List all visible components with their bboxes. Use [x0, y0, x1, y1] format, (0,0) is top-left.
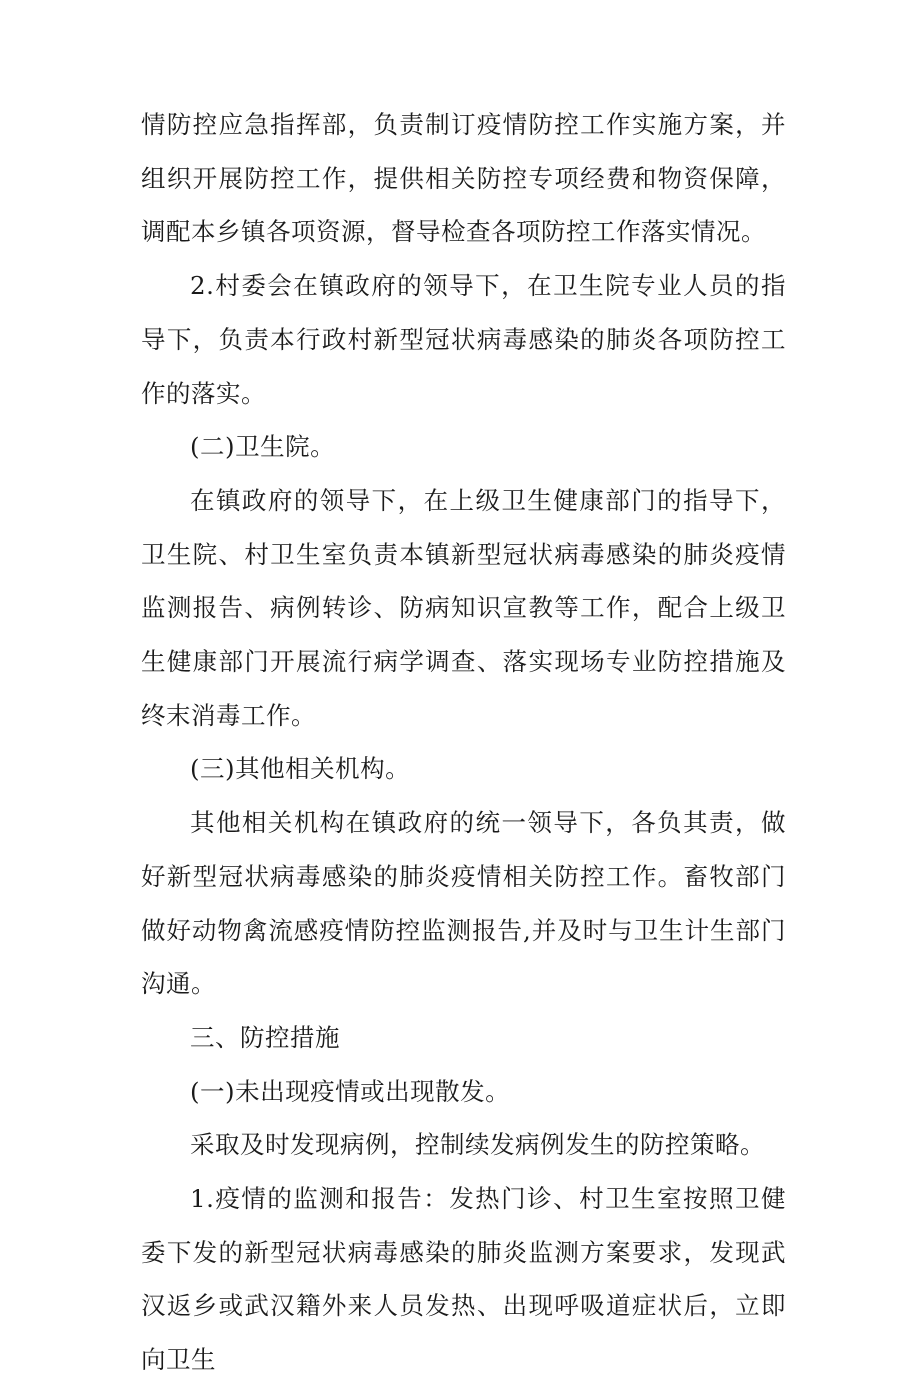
document-body: [141, 98, 786, 1387]
heading-prevention-measures: 三、防控措施: [190, 1022, 340, 1052]
paragraph-monitoring-reporting: 1.疫情的监测和报告：发热门诊、村卫生室按照卫健委下发的新型冠状病毒感染的肺炎监测方案要求，发现武汉返乡或武汉籍外来人员发热、出现呼吸道症状后，立即向卫生: [141, 1184, 786, 1375]
heading-other-institutions: (三)其他相关机构。: [190, 754, 411, 784]
paragraph-strategy: 采取及时发现病例，控制续发病例发生的防控策略。: [190, 1130, 765, 1160]
heading-health-center: (二)卫生院。: [190, 432, 336, 462]
paragraph-other-institutions-duties: 其他相关机构在镇政府的统一领导下，各负其责，做好新型冠状病毒感染的肺炎疫情相关防控工作。畜牧部门做好动物禽流感疫情防控监测报告,并及时与卫生计生部门沟通。: [141, 808, 786, 999]
paragraph-village-committee: 2.村委会在镇政府的领导下，在卫生院专业人员的指导下，负责本行政村新型冠状病毒感染的肺炎各项防控工作的落实。: [141, 271, 786, 408]
paragraph-command-duties: 情防控应急指挥部，负责制订疫情防控工作实施方案，并组织开展防控工作，提供相关防控专项经费和物资保障，调配本乡镇各项资源，督导检查各项防控工作落实情况。: [141, 110, 786, 247]
heading-no-outbreak: (一)未出现疫情或出现散发。: [190, 1076, 511, 1106]
paragraph-health-center-duties: 在镇政府的领导下，在上级卫生健康部门的指导下，卫生院、村卫生室负责本镇新型冠状病毒感染的肺炎疫情监测报告、病例转诊、防病知识宣教等工作，配合上级卫生健康部门开展流行病学调查、落实现场专业防控措施及终末消毒工作。: [141, 485, 786, 730]
